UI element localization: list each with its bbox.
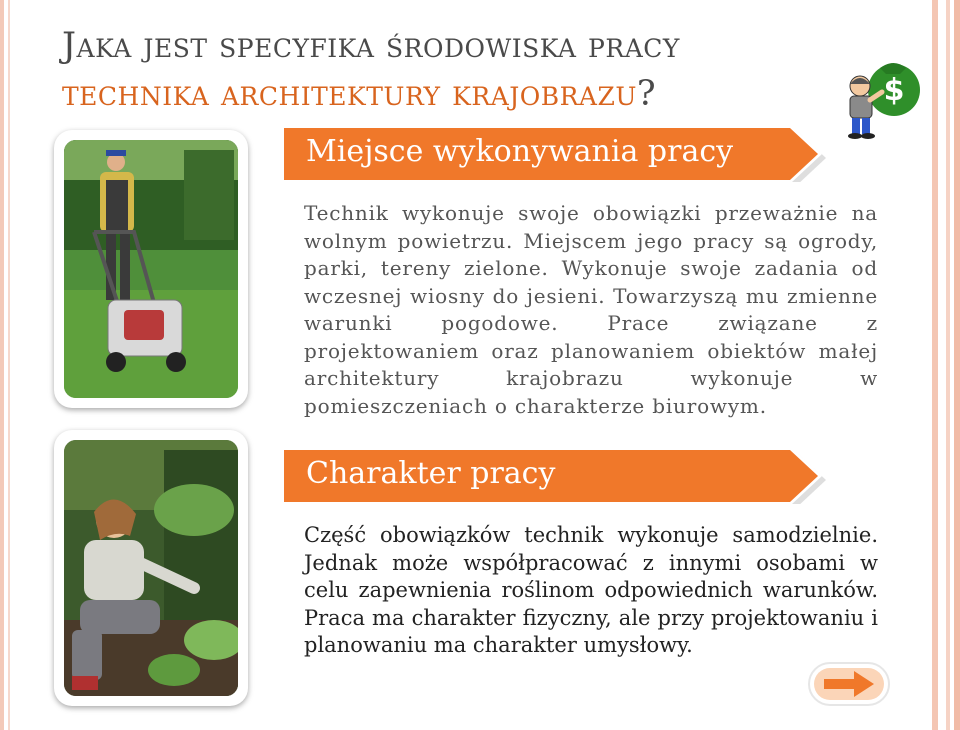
title-line-1: Jaka jest specyfika środowiska pracy (62, 26, 680, 66)
next-arrow-icon (806, 660, 892, 708)
title-line-2: technika architektury krajobrazu (62, 74, 637, 114)
money-bag-character-icon (836, 56, 926, 146)
title-question-mark: ? (636, 74, 657, 114)
right-stripe-decoration (954, 0, 960, 730)
section-heading: Charakter pracy (306, 456, 556, 491)
section-body-text: Część obowiązków technik wykonuje samodzielnie. Jednak może współpracować z innymi osobami w celu zapewnienia roślinom odpowiednich warunków. Praca ma charakter fizyczny, ale przy projektowaniu i planowaniu ma charakter umysłowy. (304, 523, 878, 657)
page-title (62, 22, 842, 118)
section-heading: Miejsce wykonywania pracy (306, 134, 734, 169)
svg-text:$: $ (883, 73, 905, 108)
right-stripe-decoration (946, 0, 950, 730)
next-slide-button[interactable] (806, 660, 892, 708)
left-stripe-decoration (8, 0, 10, 730)
section-heading-banner (282, 446, 830, 504)
gardening-girl-photo (54, 430, 248, 706)
left-stripe-decoration (0, 0, 4, 730)
right-stripe-decoration (932, 0, 938, 730)
lawn-mower-photo (54, 130, 248, 408)
section-body-text: Technik wykonuje swoje obowiązki przeważnie na wolnym powietrzu. Miejscem jego pracy są ogrody, parki, tereny zielone. Wykonuje swoje zadania od wczesnej wiosny do jesieni. Towarzyszą mu zmienne warunki pogodowe. Prace związane z projektowaniem oraz planowaniem obiektów małej architektury krajobrazu wykonuje w pomieszczeniach o charakterze biurowym. (304, 201, 878, 418)
section-heading-banner (282, 124, 830, 182)
